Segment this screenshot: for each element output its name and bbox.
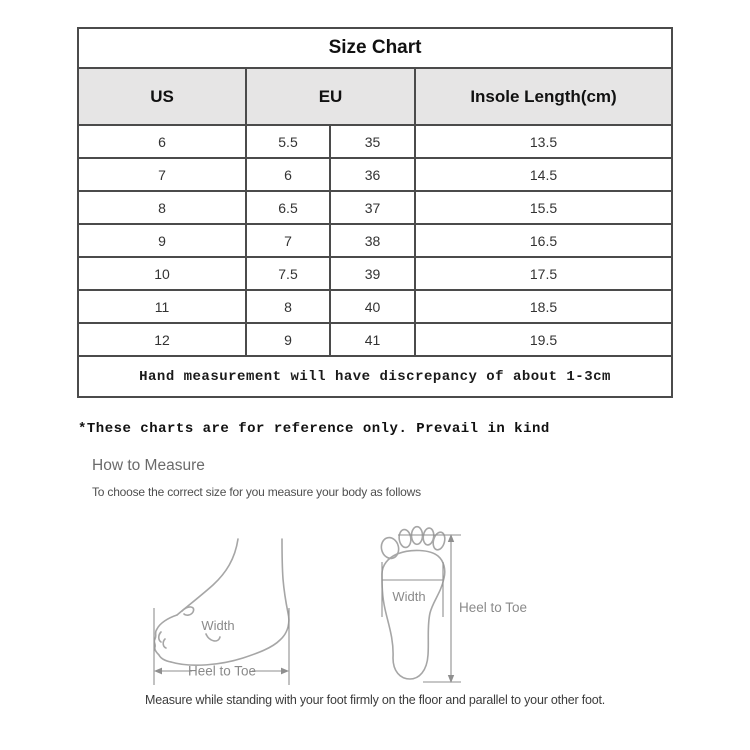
cell-eu-a: 5.5 [246,125,330,158]
table-row [78,191,672,224]
table-row [78,125,672,158]
cell-eu-a: 6 [246,158,330,191]
cell-us: 9 [78,224,246,257]
cell-insole: 14.5 [415,158,672,191]
heel-to-toe-label: Heel to Toe [187,663,257,679]
table-row [78,224,672,257]
discrepancy-note: Hand measurement will have discrepancy of about 1-3cm [78,356,672,397]
cell-insole: 17.5 [415,257,672,290]
table-row [78,290,672,323]
col-header-us: US [78,68,246,125]
heel-to-toe-label: Heel to Toe [459,600,528,615]
cell-eu-b: 37 [330,191,415,224]
how-to-measure-subtitle: To choose the correct size for you measure your body as follows [92,485,421,499]
cell-us: 8 [78,191,246,224]
cell-eu-b: 36 [330,158,415,191]
cell-eu-a: 9 [246,323,330,356]
cell-insole: 16.5 [415,224,672,257]
heel-to-toe-measure-line [398,534,461,683]
cell-eu-b: 41 [330,323,415,356]
table-title: Size Chart [78,28,672,68]
cell-eu-a: 8 [246,290,330,323]
cell-us: 11 [78,290,246,323]
table-footer-row [78,356,672,397]
size-chart-table [77,27,673,398]
cell-us: 10 [78,257,246,290]
how-to-measure-heading: How to Measure [92,457,205,474]
table-title-row [78,28,672,68]
table-row [78,257,672,290]
cell-insole: 19.5 [415,323,672,356]
table-row [78,323,672,356]
cell-insole: 18.5 [415,290,672,323]
col-header-eu: EU [246,68,415,125]
cell-insole: 13.5 [415,125,672,158]
cell-eu-a: 6.5 [246,191,330,224]
cell-insole: 15.5 [415,191,672,224]
cell-us: 12 [78,323,246,356]
table-row [78,158,672,191]
width-label: Width [392,589,426,604]
cell-us: 6 [78,125,246,158]
table-header-row [78,68,672,125]
cell-eu-a: 7 [246,224,330,257]
cell-us: 7 [78,158,246,191]
cell-eu-b: 35 [330,125,415,158]
cell-eu-b: 40 [330,290,415,323]
width-label: Width [201,618,235,633]
col-header-insole: Insole Length(cm) [415,68,672,125]
foot-sole-view-diagram [373,520,530,690]
measure-caption: Measure while standing with your foot firmly on the floor and parallel to your other foot. [144,693,606,707]
cell-eu-b: 39 [330,257,415,290]
reference-note: *These charts are for reference only. Prevail in kind [78,421,550,437]
foot-side-outline [154,539,289,665]
cell-eu-b: 38 [330,224,415,257]
cell-eu-a: 7.5 [246,257,330,290]
foot-side-view-diagram [146,531,298,691]
